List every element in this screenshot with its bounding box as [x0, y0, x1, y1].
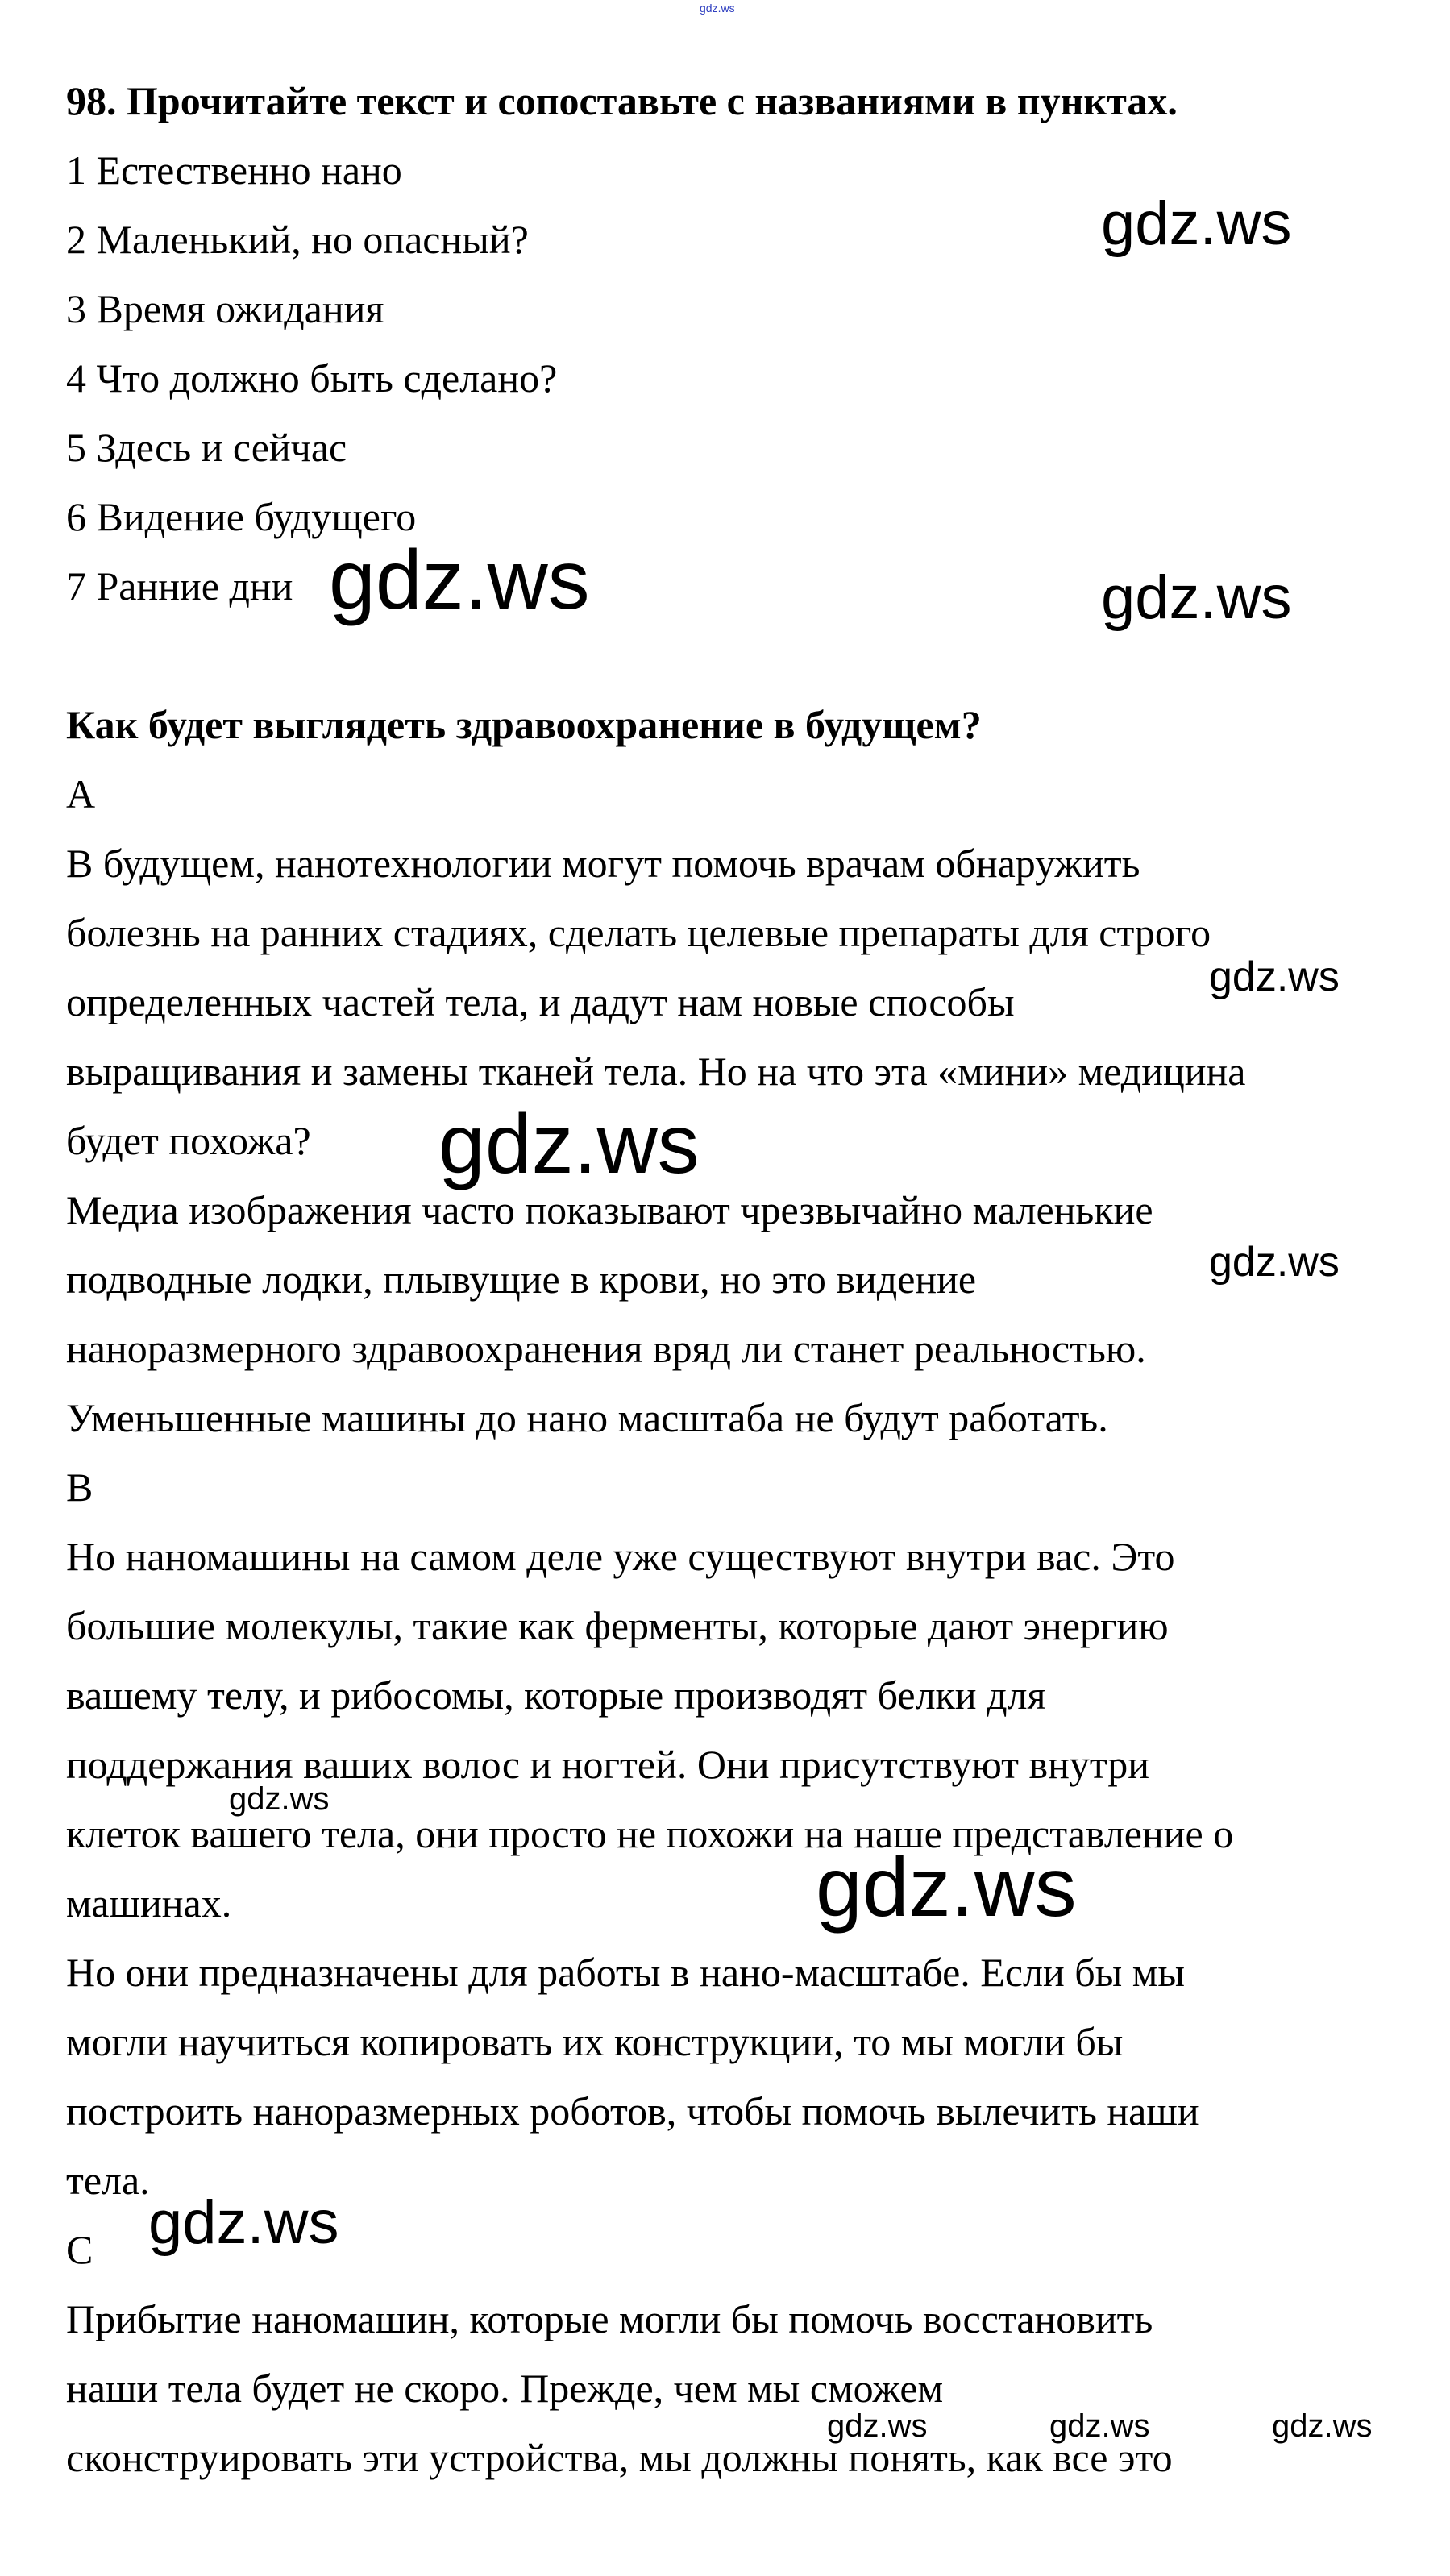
paragraph-line: могли научиться копировать их конструкции, то мы могли бы: [66, 2019, 1124, 2064]
paragraph-line: Уменьшенные машины до нано масштаба не будут работать.: [66, 1395, 1108, 1440]
watermark: gdz.ws: [148, 2188, 339, 2257]
paragraph-line: болезнь на ранних стадиях, сделать целевые препараты для строго: [66, 910, 1211, 955]
watermark-top-tiny: gdz.ws: [700, 2, 735, 15]
watermark: gdz.ws: [827, 2408, 928, 2444]
watermark: gdz.ws: [1209, 954, 1340, 1000]
paragraph-line: Медиа изображения часто показывают чрезвычайно маленькие: [66, 1187, 1153, 1232]
watermark: gdz.ws: [1272, 2408, 1373, 2444]
paragraph-line: подводные лодки, плывущие в крови, но это видение: [66, 1257, 977, 1302]
paragraph-line: наши тела будет не скоро. Прежде, чем мы сможем: [66, 2366, 944, 2411]
paragraph-line: тела.: [66, 2158, 150, 2203]
paragraph-line: выращивания и замены тканей тела. Но на что эта «мини» медицина: [66, 1049, 1246, 1094]
watermark: gdz.ws: [438, 1098, 700, 1191]
section-letter: B: [66, 1465, 93, 1510]
watermark: gdz.ws: [329, 534, 590, 627]
article-title: Как будет выглядеть здравоохранение в будущем?: [66, 702, 982, 747]
paragraph-line: В будущем, нанотехнологии могут помочь врачам обнаружить: [66, 841, 1140, 886]
heading-option: 7 Ранние дни: [66, 563, 293, 609]
paragraph-line: построить наноразмерных роботов, чтобы помочь вылечить наши: [66, 2088, 1199, 2134]
paragraph-line: машинах.: [66, 1880, 232, 1926]
heading-option: 3 Время ожидания: [66, 286, 384, 331]
heading-option: 6 Видение будущего: [66, 494, 417, 539]
paragraph-line: будет похожа?: [66, 1118, 311, 1163]
paragraph-line: клеток вашего тела, они просто не похожи на наше представление о: [66, 1811, 1234, 1856]
watermark: gdz.ws: [1101, 189, 1292, 258]
watermark: gdz.ws: [229, 1781, 330, 1817]
paragraph-line: Но они предназначены для работы в нано-масштабе. Если бы мы: [66, 1950, 1185, 1995]
paragraph-line: вашему телу, и рибосомы, которые производят белки для: [66, 1672, 1046, 1718]
section-letter: C: [66, 2227, 93, 2272]
watermark: gdz.ws: [1209, 1239, 1340, 1286]
heading-option: 4 Что должно быть сделано?: [66, 355, 558, 401]
task-title: 98. Прочитайте текст и сопоставьте с названиями в пунктах.: [66, 78, 1178, 123]
paragraph-line: определенных частей тела, и дадут нам новые способы: [66, 979, 1015, 1024]
watermark: gdz.ws: [1101, 563, 1292, 632]
paragraph-line: Прибытие наномашин, которые могли бы помочь восстановить: [66, 2296, 1153, 2341]
paragraph-line: наноразмерного здравоохранения вряд ли станет реальностью.: [66, 1326, 1146, 1371]
paragraph-line: сконструировать эти устройства, мы должны понять, как все это: [66, 2435, 1173, 2480]
section-letter: A: [66, 771, 96, 816]
heading-option: 2 Маленький, но опасный?: [66, 217, 529, 262]
paragraph-line: большие молекулы, такие как ферменты, которые дают энергию: [66, 1603, 1169, 1648]
heading-option: 5 Здесь и сейчас: [66, 425, 347, 470]
watermark: gdz.ws: [816, 1841, 1077, 1934]
paragraph-line: Но наномашины на самом деле уже существуют внутри вас. Это: [66, 1534, 1175, 1579]
watermark: gdz.ws: [1049, 2408, 1150, 2444]
heading-option: 1 Естественно нано: [66, 147, 402, 193]
paragraph-line: поддержания ваших волос и ногтей. Они присутствуют внутри: [66, 1742, 1150, 1787]
